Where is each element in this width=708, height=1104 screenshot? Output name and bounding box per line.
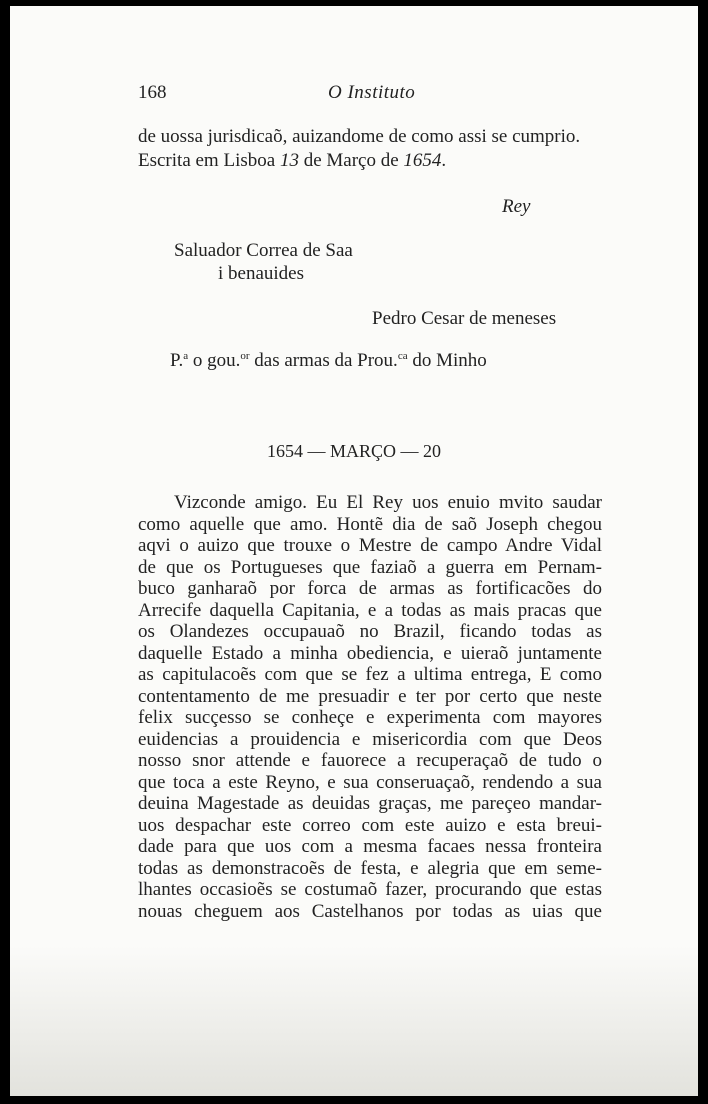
body-line: nouas cheguem aos Castelhanos por todas as uias que <box>138 900 602 922</box>
body-line: os Olandezes occupauaõ no Brazil, ficando todas as <box>138 621 602 642</box>
body-line: uos despachar este correo com este auizo e esta breui- <box>138 814 602 836</box>
running-title: O Instituto <box>328 82 416 103</box>
body-line: as capitulacoẽs com que se fez a ultima entrega, E como <box>138 664 602 685</box>
letter-body <box>138 492 602 922</box>
page-number: 168 <box>138 82 167 103</box>
body-line: contentamento de me presuadir e ter por certo que neste <box>138 685 602 707</box>
body-line: deuina Magestade as deuidas graças, me pareçeo mandar- <box>138 793 602 814</box>
prev-letter-line-1: de uossa jurisdicaõ, auizandome de como assi se cumprio. <box>138 126 581 147</box>
body-line: felix sucçesso se conheçe e experimenta com mayores <box>138 707 602 728</box>
body-line: lhantes occasioẽs se costumaõ fazer, procurando que estas <box>138 879 602 900</box>
body-line: buco ganharaõ por forca de armas as fortificacões do <box>138 578 602 599</box>
body-line: aqvi o auizo que trouxe o Mestre de campo Andre Vidal <box>138 535 602 556</box>
body-line: Arrecife daquella Capitania, e a todas as mais pracas que <box>138 599 602 621</box>
signature-rey: Rey <box>502 196 531 217</box>
body-line: euidencias a prouidencia e misericordia com que Deos <box>138 728 602 750</box>
signatory-2: Pedro Cesar de meneses <box>372 308 557 329</box>
signatory-1-line-1: Saluador Correa de Saa <box>174 240 353 261</box>
body-line: todas as demonstracoẽs de festa, e alegria que em seme- <box>138 857 602 879</box>
body-line: dade para que uos com a mesma facaes nessa fronteira <box>138 836 602 857</box>
body-line: de que os Portugueses que faziaõ a guerra em Pernam- <box>138 556 602 578</box>
letter-address: P.$^a$ o gou.$^{or}$ das armas da Prou.$^{ca}$ do Minho <box>170 350 487 371</box>
date-year: 1654 <box>403 150 442 171</box>
prev-letter-line-2: Escrita em Lisboa 13 de Março de 1654. <box>138 150 447 171</box>
body-line: que toca a este Reyno, e sua conseruaçaõ, rendendo a sua <box>138 771 602 793</box>
letter-dateline: 1654 — MARÇO — 20 <box>266 441 441 461</box>
signatory-1-line-2: i benauides <box>218 263 305 284</box>
document-page <box>10 6 698 1096</box>
body-line: daquelle Estado a minha obediencia, e uieraõ juntamente <box>138 642 602 664</box>
body-line: nosso snor attende e fauorece a recuperaçaõ de tudo o <box>138 750 602 771</box>
body-line: Vizconde amigo. Eu El Rey uos enuio mvito saudar <box>174 492 602 513</box>
body-line: como aquelle que amo. Hontẽ dia de saõ Joseph chegou <box>138 513 602 535</box>
date-day: 13 <box>279 150 299 171</box>
